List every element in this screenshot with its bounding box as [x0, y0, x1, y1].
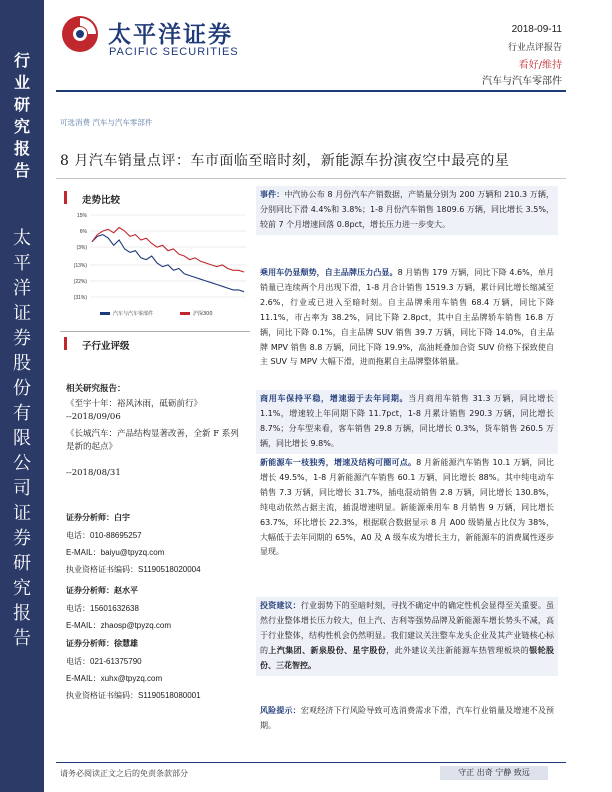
industry-rating: 看好/维持	[518, 60, 562, 71]
risk-text: 宏观经济下行风险导致可选消费需求下滑，汽车行业销量及增速不及预期。	[260, 706, 554, 730]
related-report-title[interactable]: 《至宇十年：裕风沐雨，砥砺前行》	[66, 399, 203, 409]
nev-text: 8 月新能源汽车销售 10.1 万辆，同比增长 49.5%，1-8 月新能源汽车销售 60.1 万辆，同比增长 88%。其中纯电动车销售 7.3 万辆，同比增长 31.7%，插电混动销售 2.8 万辆，同比增长 130.8%，纯电动依然占据主流，插混增速明显。新能源乘用车 8 月销售 9 万辆，同比增长 63.7%，环比增长 22.3%，根据联合数据显示 8 月 A00 级销量占比仅为 38%，大幅低于去年同期的 65%，A0 及 A 级车成为增长主力，新能源车的消费属性逐步显现。	[260, 458, 554, 557]
sidebar-org-char: 报	[13, 603, 31, 624]
sidebar-org-char: 券	[13, 328, 31, 349]
related-reports-heading: 相关研究报告：	[66, 384, 126, 394]
footer-motto: 守正 出奇 宁静 致远	[440, 766, 548, 780]
advice-text: 行业弱势下的至暗时刻，寻找不确定中的确定性机会显得至关重要。虽然行业整体增长压力较大，但上汽、吉利等强势品牌及新能源车增长势头不减，高于行业整体，结构性机会仍然明显。我们建议关注整车龙头企业及其产业链核心标的	[260, 601, 554, 655]
y-tick-label: 15%	[76, 213, 87, 219]
nev-paragraph	[256, 456, 558, 560]
report-date: 2018-09-11	[511, 24, 562, 35]
analyst-phone: 电话：15601632638	[66, 604, 139, 613]
sidebar-org-char: 研	[13, 553, 31, 574]
y-tick-label: (31%)	[73, 295, 87, 301]
company-logo-icon	[60, 14, 100, 54]
sidebar-org-char: 份	[13, 378, 31, 399]
commercial-label: 商用车保持平稳，增速弱于去年同期。	[260, 394, 409, 403]
sidebar-org-char: 有	[13, 403, 31, 424]
advice-label: 投资建议：	[260, 601, 301, 610]
sidebar-org-char: 究	[13, 578, 31, 599]
y-tick-label: (13%)	[73, 262, 87, 269]
legend-swatch	[100, 312, 110, 315]
advice-tail: ，此外建议关注新能源车热管理板块的	[386, 645, 530, 655]
related-report-date: --2018/09/06	[66, 412, 121, 422]
analyst-block	[66, 638, 201, 702]
analyst-block	[66, 512, 201, 576]
event-text: 中汽协公布 8 月份汽车产销数据，产销量分别为 200 万辆和 210.3 万辆，分别同比下滑 4.4%和 3.8%；1-8 月份汽车销售 1809.6 万辆，同比增长 3.5%，较前 7 个月增速回落 0.8pct，增长压力进一步变大。	[260, 190, 554, 229]
passenger-label: 乘用车仍显颓势，自主品牌压力凸显。	[260, 268, 398, 277]
sidebar-category-char: 究	[13, 117, 30, 136]
sidebar-org	[0, 226, 44, 651]
series-line	[92, 235, 244, 292]
sidebar-category-char: 告	[13, 161, 30, 180]
analyst-email[interactable]: E-MAIL：zhaosp@tpyzq.com	[66, 621, 172, 630]
sidebar-org-char: 平	[13, 253, 31, 274]
sidebar-org-char: 司	[13, 478, 31, 499]
analyst-phone: 电话：010-88695257	[66, 531, 142, 540]
analyst-email[interactable]: E-MAIL：xuhx@tpyzq.com	[66, 674, 163, 683]
sidebar-category	[0, 50, 44, 182]
analyst-name: 证券分析师：徐慧雄	[66, 639, 138, 648]
footer-divider	[56, 762, 566, 763]
sub-industry-rating-title: 子行业评级	[82, 341, 130, 352]
trend-chart	[60, 205, 250, 325]
analyst-cert: 执业资格证书编码：S1190518020004	[66, 565, 201, 574]
sidebar-category-char: 行	[13, 51, 30, 70]
analyst-email[interactable]: E-MAIL：baiyu@tpyzq.com	[66, 548, 165, 557]
sidebar-org-char: 公	[13, 453, 31, 474]
sidebar-org-char: 股	[13, 353, 31, 374]
event-paragraph	[256, 186, 558, 235]
footer-disclaimer: 请务必阅读正文之后的免责条款部分	[60, 769, 188, 778]
breadcrumb: 可选消费 汽车与汽车零部件	[60, 118, 153, 127]
sidebar-category-char: 研	[13, 95, 30, 114]
risk-paragraph	[256, 704, 558, 734]
section-marker	[64, 191, 67, 204]
commercial-paragraph	[256, 390, 558, 454]
y-tick-label: (3%)	[76, 245, 87, 252]
analyst-name: 证券分析师：赵水平	[66, 586, 138, 595]
legend-label: 沪深300	[193, 311, 213, 317]
passenger-paragraph	[256, 266, 558, 370]
event-label: 事件：	[260, 190, 285, 199]
commercial-text: 当月商用车销售 31.3 万辆，同比增长 1.1%，增速较上年同期下降 11.7pct，1-8 月累计销售 290.3 万辆，同比增长 8.7%；分车型来看，客车销售 29.8 万辆，同比增长 0.3%，货车销售 260.5 万辆，同比增长 9.8%。	[260, 394, 555, 448]
advice-stocks-2: 银轮股份、三花智控。	[260, 645, 555, 670]
chart-divider	[60, 331, 250, 332]
sidebar-category-char: 业	[13, 73, 30, 92]
sidebar-org-char: 限	[13, 428, 31, 449]
logo-chinese-name: 太平洋证券	[108, 22, 233, 48]
y-tick-label: 6%	[79, 229, 87, 236]
analyst-phone: 电话：021-61375790	[66, 657, 142, 666]
risk-label: 风险提示：	[260, 706, 301, 715]
sidebar-org-char: 证	[13, 503, 31, 524]
sidebar-category-char: 报	[13, 139, 30, 158]
sidebar	[0, 0, 44, 792]
trend-section-title: 走势比较	[82, 195, 121, 206]
industry-name: 汽车与汽车零部件	[482, 76, 562, 87]
header-divider	[56, 90, 566, 92]
legend-swatch	[180, 312, 190, 315]
sidebar-org-char: 告	[13, 628, 31, 649]
sidebar-org-char: 洋	[13, 278, 31, 299]
title-divider	[56, 178, 566, 179]
section-marker	[64, 337, 67, 350]
sidebar-org-char: 太	[13, 228, 31, 249]
y-tick-label: (22%)	[73, 278, 87, 285]
advice-stocks: 上汽集团、新泉股份、星宇股份	[268, 645, 387, 655]
advice-paragraph	[256, 597, 558, 676]
report-type: 行业点评报告	[507, 43, 562, 53]
related-report-title[interactable]: 《长城汽车：产品结构显著改善，全新 F 系列是新的起点》	[66, 429, 239, 452]
analyst-name: 证券分析师：白宇	[66, 513, 130, 522]
page-title: 8 月汽车销量点评：车市面临至暗时刻，新能源车扮演夜空中最亮的星	[60, 153, 510, 169]
analyst-block	[66, 585, 171, 632]
logo-english-name: PACIFIC SECURITIES	[109, 46, 239, 58]
sidebar-org-char: 证	[13, 303, 31, 324]
passenger-text: 8 月销售 179 万辆，同比下降 4.6%，单月销量已连续两个月出现下滑，1-8 月合计销售 1519.3 万辆，累计同比增长缩减至 2.6%，行业或已进入至暗时刻。自主品牌乘用车销售 68.4 万辆，同比下降 11.1%，市占率为 38.2%，同比下降 2.8pct，其中自主品牌轿车销售 16.8 万辆，同比下降 0.1%，自主品牌 SUV 销售 39.7 万辆，同比下降 14.0%，自主品牌 MPV 销售 8.8 万辆，同比下降 19.9%，高油耗叠加合资 SUV 价格下探致使自主 SUV 与 MPV 大幅下滑，进而拖累自主品牌整体销量。	[260, 268, 555, 367]
legend-label: 汽车与汽车零部件	[113, 311, 154, 317]
analyst-cert: 执业资格证书编码：S1190518080001	[66, 691, 201, 700]
related-report-date: --2018/08/31	[66, 468, 121, 478]
nev-label: 新能源车一枝独秀，增速及结构可圈可点。	[260, 458, 417, 467]
sidebar-org-char: 券	[13, 528, 31, 549]
